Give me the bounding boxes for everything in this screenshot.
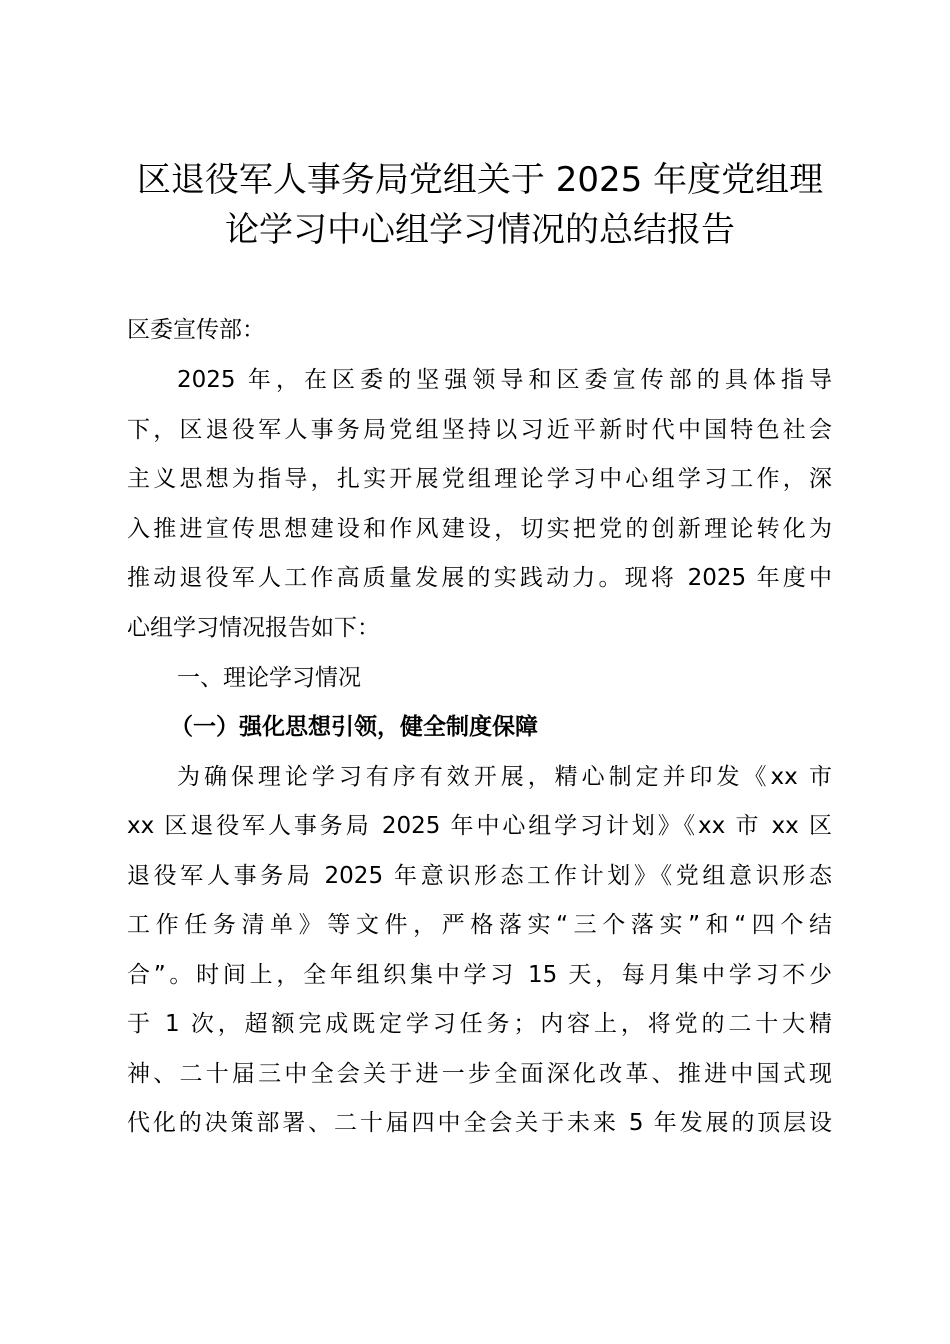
section-heading: 一、理论学习情况 [177, 665, 361, 691]
title-line-2: 论学习中心组学习情况的总结报告 [225, 210, 735, 250]
body-line-8: 代化的决策部署、二十届四中全会关于未来 5 年发展的顶层设 [127, 1110, 832, 1136]
intro-line-6: 心组学习情况报告如下： [127, 615, 380, 641]
body-line-1: 为确保理论学习有序有效开展，精心制定并印发《xx 市 [177, 764, 832, 790]
intro-line-2: 下，区退役军人事务局党组坚持以习近平新时代中国特色社会 [127, 417, 832, 443]
title-line-1: 区退役军人事务局党组关于 2025 年度党组理 [136, 160, 824, 200]
document-title [120, 155, 840, 255]
body-line-2: xx 区退役军人事务局 2025 年中心组学习计划》《xx 市 xx 区 [127, 813, 832, 839]
salutation: 区委宣传部： [127, 317, 265, 343]
body-line-3: 退役军人事务局 2025 年意识形态工作计划》《党组意识形态 [127, 863, 832, 889]
body-line-6: 于 1 次，超额完成既定学习任务；内容上，将党的二十大精 [127, 1011, 832, 1037]
intro-line-5: 推动退役军人工作高质量发展的实践动力。现将 2025 年度中 [127, 565, 832, 591]
intro-line-4: 入推进宣传思想建设和作风建设，切实把党的创新理论转化为 [127, 516, 832, 542]
intro-line-1: 2025 年，在区委的坚强领导和区委宣传部的具体指导 [177, 367, 832, 393]
body-line-4: 工作任务清单》等文件，严格落实“三个落实”和“四个结 [127, 912, 832, 938]
body-line-5: 合”。时间上，全年组织集中学习 15 天，每月集中学习不少 [127, 962, 832, 988]
subsection-heading: （一）强化思想引领，健全制度保障 [170, 714, 538, 740]
body-line-7: 神、二十届三中全会关于进一步全面深化改革、推进中国式现 [127, 1061, 832, 1087]
intro-line-3: 主义思想为指导，扎实开展党组理论学习中心组学习工作，深 [127, 466, 832, 492]
